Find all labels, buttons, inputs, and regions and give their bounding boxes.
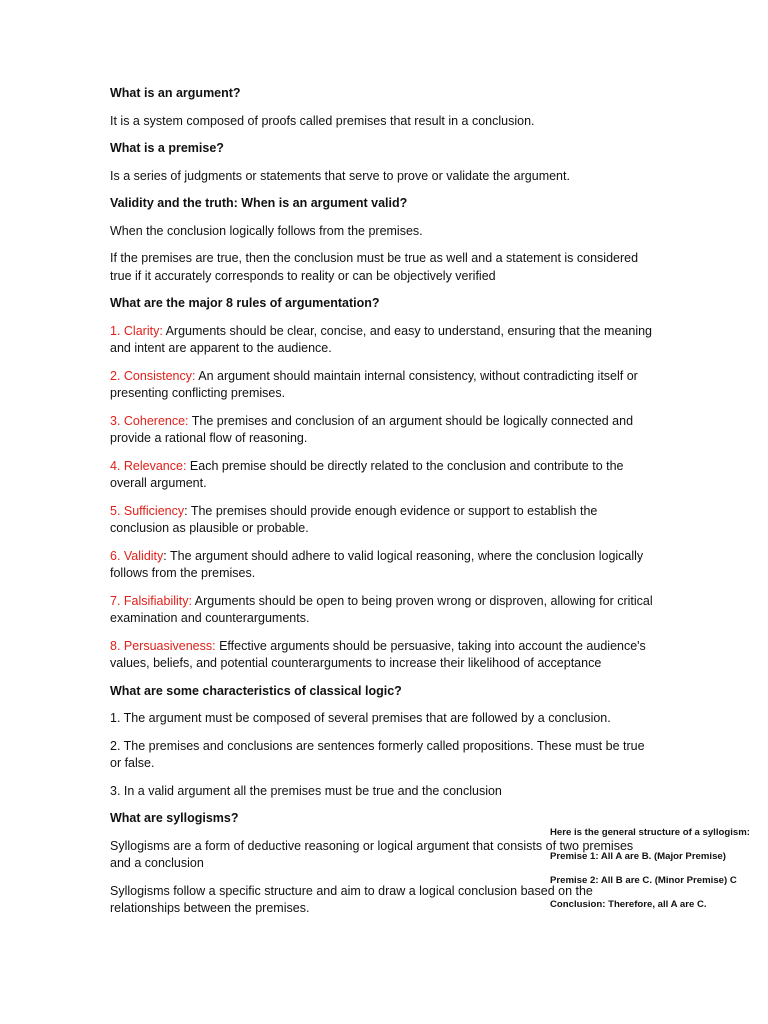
rule-item <box>110 638 655 673</box>
rule-text: : The argument should adhere to valid logical reasoning, where the conclusion logically follows from the premises. <box>110 548 644 580</box>
answer-validity-1: When the conclusion logically follows from the premises. <box>110 223 423 238</box>
rule-title: 2. Consistency: <box>110 368 196 383</box>
question-argument: What is an argument? <box>110 86 241 100</box>
rule-title: 6. Validity <box>110 548 164 563</box>
document-body <box>110 85 655 928</box>
rule-title: 5. Sufficiency <box>110 503 185 518</box>
characteristic-item: 2. The premises and conclusions are sentences formerly called propositions. These must be true or false. <box>110 738 645 770</box>
syllogism-intro: Here is the general structure of a syllogism: <box>550 827 750 838</box>
syllogism-conclusion: Conclusion: Therefore, all A are C. <box>550 899 707 910</box>
premise-2: Premise 2: All B are C. (Minor Premise) C <box>550 875 737 886</box>
answer-syllogisms-1: Syllogisms are a form of deductive reasoning or logical argument that consists of two premises and a conclusion <box>110 838 634 870</box>
rule-title: 4. Relevance: <box>110 458 187 473</box>
rule-text: Arguments should be open to being proven wrong or disproven, allowing for critical examination and counterarguments. <box>110 593 653 625</box>
answer-validity-2: If the premises are true, then the conclusion must be true as well and a statement is considered true if it accurately corresponds to reality or can be objectively verified <box>110 251 639 283</box>
rule-text: The premises and conclusion of an argument should be logically connected and provide a rational flow of reasoning. <box>110 413 634 445</box>
rule-item <box>110 368 655 403</box>
question-validity: Validity and the truth: When is an argument valid? <box>110 196 408 210</box>
rule-title: 3. Coherence: <box>110 413 189 428</box>
characteristic-item: 1. The argument must be composed of several premises that are followed by a conclusion. <box>110 711 611 725</box>
rule-title: 7. Falsifiability: <box>110 593 192 608</box>
question-premise: What is a premise? <box>110 141 224 155</box>
rule-item <box>110 593 655 628</box>
question-syllogisms: What are syllogisms? <box>110 811 239 825</box>
question-classical-logic: What are some characteristics of classical logic? <box>110 683 402 698</box>
answer-syllogisms-2: Syllogisms follow a specific structure and aim to draw a logical conclusion based on the relationships between the premises. <box>110 883 593 915</box>
answer-argument: It is a system composed of proofs called premises that result in a conclusion. <box>110 113 535 128</box>
rule-title: 8. Persuasiveness: <box>110 638 216 653</box>
premise-1: Premise 1: All A are B. (Major Premise) <box>550 851 726 862</box>
rule-title: 1. Clarity: <box>110 323 163 338</box>
characteristic-item: 3. In a valid argument all the premises must be true and the conclusion <box>110 783 502 798</box>
rule-text: Effective arguments should be persuasive, taking into account the audience's values, beliefs, and potential counterarguments to increase their likelihood of acceptance <box>110 638 646 670</box>
rule-item <box>110 503 655 538</box>
question-rules: What are the major 8 rules of argumentation? <box>110 296 380 310</box>
syllogism-structure-box <box>550 826 760 922</box>
answer-premise: Is a series of judgments or statements that serve to prove or validate the argument. <box>110 168 570 183</box>
rule-item <box>110 548 655 583</box>
rule-text: : The premises should provide enough evidence or support to establish the conclusion as plausible or probable. <box>110 503 598 535</box>
rule-text: Each premise should be directly related to the conclusion and contribute to the overall argument. <box>110 458 624 490</box>
rule-item <box>110 323 655 358</box>
rule-item <box>110 413 655 448</box>
rule-text: An argument should maintain internal consistency, without contradicting itself or presenting conflicting premises. <box>110 368 638 400</box>
rule-text: Arguments should be clear, concise, and easy to understand, ensuring that the meaning and intent are apparent to the audience. <box>110 323 652 355</box>
rule-item <box>110 458 655 493</box>
